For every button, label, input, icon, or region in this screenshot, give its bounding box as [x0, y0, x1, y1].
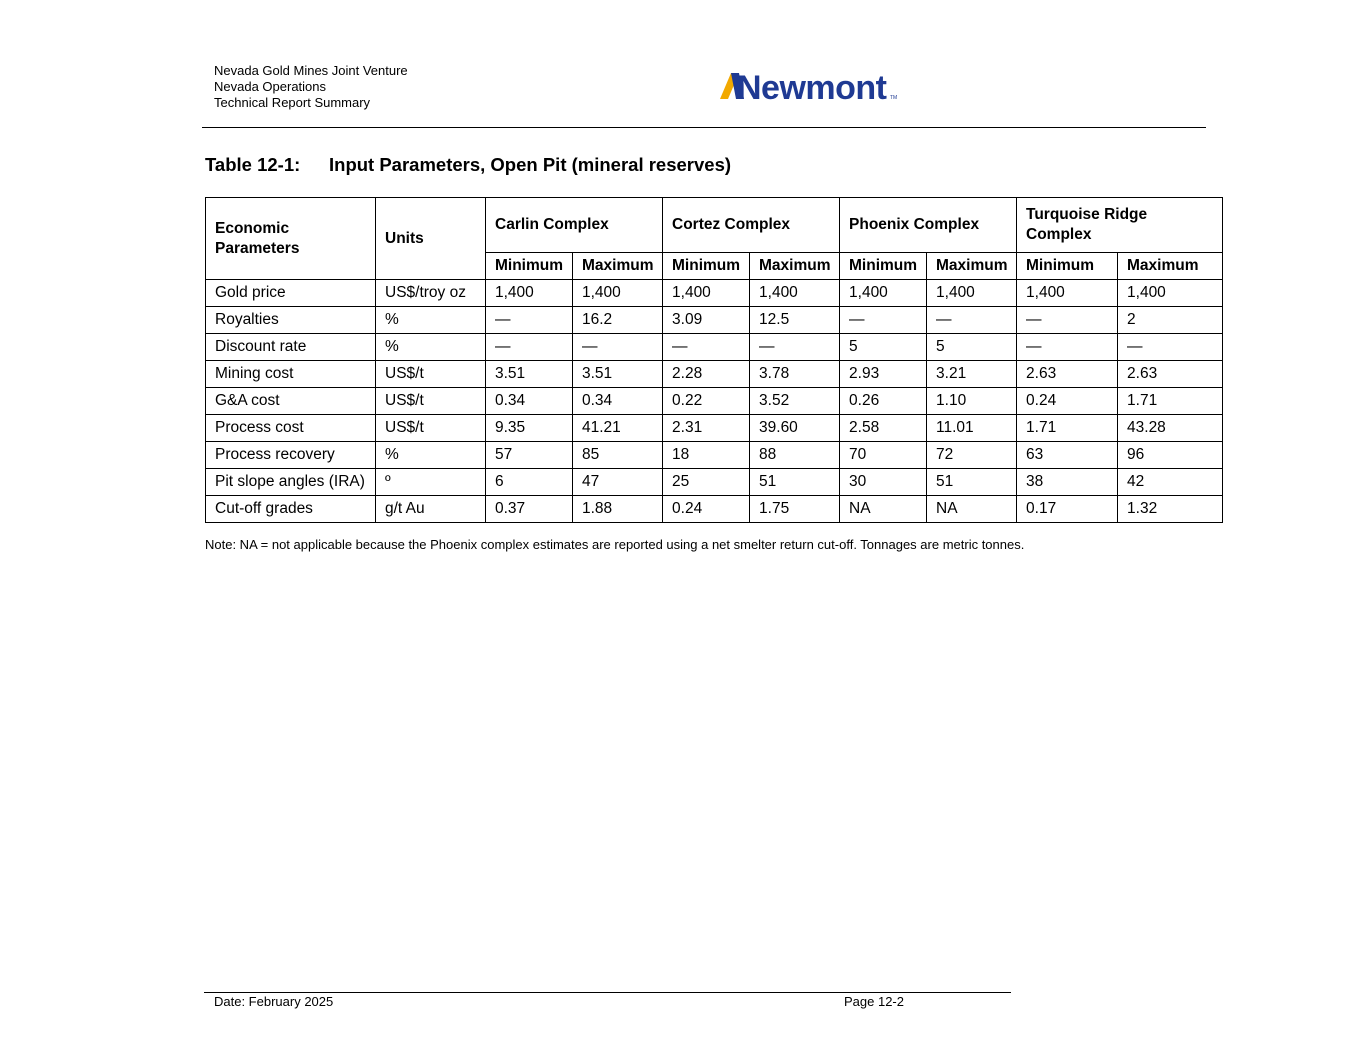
cell-value: 2: [1118, 307, 1223, 334]
cell-value: —: [486, 307, 573, 334]
cell-value: 1.71: [1118, 388, 1223, 415]
cell-value: 2.28: [663, 361, 750, 388]
footer-date: Date: February 2025: [214, 994, 334, 1009]
input-parameters-table: [205, 197, 1223, 523]
cell-value: 96: [1118, 442, 1223, 469]
header-turquoise-ridge-complex: Turquoise Ridge Complex: [1017, 198, 1223, 253]
cell-value: NA: [927, 496, 1017, 523]
cell-value: 1.75: [750, 496, 840, 523]
cell-value: —: [750, 334, 840, 361]
cell-value: 16.2: [573, 307, 663, 334]
cell-value: 1,400: [663, 280, 750, 307]
cell-value: 39.60: [750, 415, 840, 442]
cell-value: —: [1118, 334, 1223, 361]
cell-value: 0.22: [663, 388, 750, 415]
header-carlin-complex: Carlin Complex: [486, 198, 663, 253]
cell-value: 70: [840, 442, 927, 469]
cell-units: º: [376, 469, 486, 496]
cell-value: 3.21: [927, 361, 1017, 388]
cell-parameter: Discount rate: [206, 334, 376, 361]
cell-value: 25: [663, 469, 750, 496]
subheader-cortez-minimum: Minimum: [663, 253, 750, 280]
cell-value: 12.5: [750, 307, 840, 334]
cell-value: 1.71: [1017, 415, 1118, 442]
cell-value: 0.26: [840, 388, 927, 415]
cell-value: 43.28: [1118, 415, 1223, 442]
logo-wordmark: Newmont: [737, 69, 887, 106]
cell-value: 47: [573, 469, 663, 496]
cell-value: NA: [840, 496, 927, 523]
cell-value: —: [573, 334, 663, 361]
table-group-header-row: [206, 198, 1223, 253]
header-line-operations: Nevada Operations: [214, 79, 327, 94]
cell-value: 0.24: [1017, 388, 1118, 415]
logo-trademark: TM: [890, 95, 898, 101]
cell-value: 5: [840, 334, 927, 361]
cell-value: 5: [927, 334, 1017, 361]
subheader-cortez-maximum: Maximum: [750, 253, 840, 280]
cell-value: 1,400: [486, 280, 573, 307]
cell-units: US$/t: [376, 388, 486, 415]
table-title: Input Parameters, Open Pit (mineral reserves): [329, 154, 732, 175]
document-header: [214, 63, 408, 111]
cell-units: US$/troy oz: [376, 280, 486, 307]
cell-units: %: [376, 442, 486, 469]
cell-value: 51: [927, 469, 1017, 496]
table-row: [206, 334, 1223, 361]
cell-value: —: [1017, 334, 1118, 361]
footer-divider: [204, 992, 1011, 993]
cell-value: 2.93: [840, 361, 927, 388]
header-line-company: Nevada Gold Mines Joint Venture: [214, 63, 408, 78]
cell-value: 2.63: [1017, 361, 1118, 388]
cell-units: %: [376, 307, 486, 334]
cell-value: 3.52: [750, 388, 840, 415]
cell-value: 41.21: [573, 415, 663, 442]
header-divider: [202, 127, 1206, 128]
cell-parameter: G&A cost: [206, 388, 376, 415]
header-cortez-complex: Cortez Complex: [663, 198, 840, 253]
cell-units: US$/t: [376, 361, 486, 388]
cell-value: 1,400: [927, 280, 1017, 307]
cell-value: 3.09: [663, 307, 750, 334]
cell-value: 0.34: [573, 388, 663, 415]
table-row: [206, 361, 1223, 388]
cell-value: 2.31: [663, 415, 750, 442]
table-row: [206, 415, 1223, 442]
newmont-logo: [719, 66, 909, 106]
cell-parameter: Cut-off grades: [206, 496, 376, 523]
cell-value: 85: [573, 442, 663, 469]
cell-parameter: Process cost: [206, 415, 376, 442]
subheader-carlin-maximum: Maximum: [573, 253, 663, 280]
cell-value: 1,400: [1017, 280, 1118, 307]
table-note: Note: NA = not applicable because the Phoenix complex estimates are reported using a net smelter return cut-off. Tonnages are metric tonnes.: [205, 537, 1025, 552]
cell-value: 2.63: [1118, 361, 1223, 388]
cell-parameter: Gold price: [206, 280, 376, 307]
table-row: [206, 496, 1223, 523]
cell-value: —: [1017, 307, 1118, 334]
table-row: [206, 442, 1223, 469]
cell-value: 3.78: [750, 361, 840, 388]
header-line-report: Technical Report Summary: [214, 95, 371, 110]
cell-units: g/t Au: [376, 496, 486, 523]
table-row: [206, 469, 1223, 496]
cell-value: —: [927, 307, 1017, 334]
header-phoenix-complex: Phoenix Complex: [840, 198, 1017, 253]
header-units: Units: [376, 198, 486, 280]
cell-value: 18: [663, 442, 750, 469]
cell-value: 2.58: [840, 415, 927, 442]
table-caption: [205, 154, 731, 176]
cell-units: %: [376, 334, 486, 361]
cell-value: —: [840, 307, 927, 334]
subheader-carlin-minimum: Minimum: [486, 253, 573, 280]
table-row: [206, 388, 1223, 415]
cell-value: 11.01: [927, 415, 1017, 442]
header-economic-parameters: Economic Parameters: [206, 198, 376, 280]
cell-value: —: [486, 334, 573, 361]
table-number: Table 12-1:: [205, 154, 301, 175]
cell-value: —: [663, 334, 750, 361]
subheader-turquoise-maximum: Maximum: [1118, 253, 1223, 280]
cell-value: 42: [1118, 469, 1223, 496]
cell-value: 1.10: [927, 388, 1017, 415]
cell-value: 30: [840, 469, 927, 496]
subheader-phoenix-maximum: Maximum: [927, 253, 1017, 280]
cell-value: 57: [486, 442, 573, 469]
cell-value: 72: [927, 442, 1017, 469]
table-row: [206, 307, 1223, 334]
subheader-turquoise-minimum: Minimum: [1017, 253, 1118, 280]
cell-value: 63: [1017, 442, 1118, 469]
cell-value: 0.37: [486, 496, 573, 523]
cell-parameter: Process recovery: [206, 442, 376, 469]
cell-value: 0.34: [486, 388, 573, 415]
cell-value: 51: [750, 469, 840, 496]
table-row: [206, 280, 1223, 307]
cell-value: 38: [1017, 469, 1118, 496]
cell-value: 1.88: [573, 496, 663, 523]
cell-value: 6: [486, 469, 573, 496]
cell-value: 1.32: [1118, 496, 1223, 523]
cell-units: US$/t: [376, 415, 486, 442]
cell-parameter: Mining cost: [206, 361, 376, 388]
cell-value: 0.24: [663, 496, 750, 523]
cell-value: 1,400: [750, 280, 840, 307]
cell-value: 0.17: [1017, 496, 1118, 523]
footer-page-number: Page 12-2: [844, 994, 904, 1009]
cell-value: 88: [750, 442, 840, 469]
cell-value: 3.51: [573, 361, 663, 388]
cell-value: 3.51: [486, 361, 573, 388]
cell-value: 1,400: [573, 280, 663, 307]
subheader-phoenix-minimum: Minimum: [840, 253, 927, 280]
cell-parameter: Pit slope angles (IRA): [206, 469, 376, 496]
cell-value: 1,400: [1118, 280, 1223, 307]
cell-value: 9.35: [486, 415, 573, 442]
cell-value: 1,400: [840, 280, 927, 307]
cell-parameter: Royalties: [206, 307, 376, 334]
